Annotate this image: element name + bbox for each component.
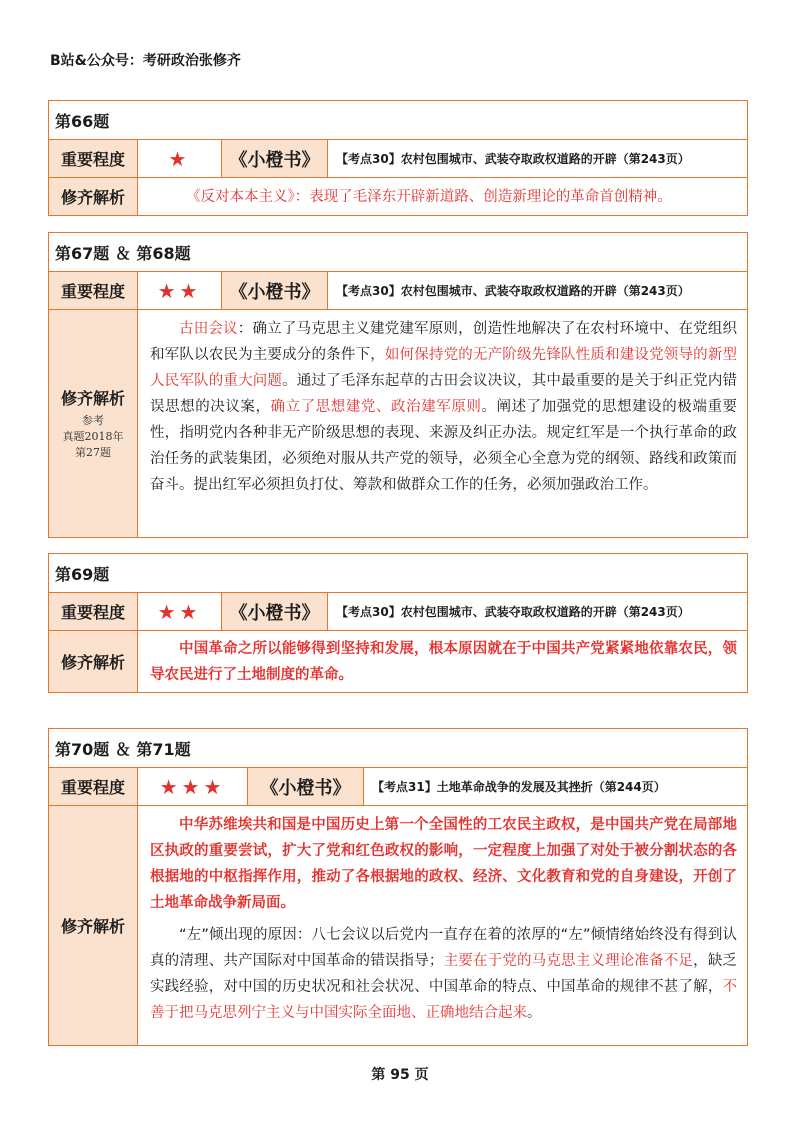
question-70-71-table (48, 728, 748, 1046)
knowledge-point: 【考点31】土地革命战争的发展及其挫折（第244页） (363, 768, 747, 805)
analysis-label: 修齐解析 (49, 178, 137, 215)
question-title: 第69题 (49, 554, 747, 592)
analysis-label-cell (49, 310, 137, 537)
highlight-text: 古田会议 (179, 321, 238, 337)
highlight-text: 中国革命之所以能够得到坚持和发展，根本原因就在于中国共产党紧紧地依靠农民，领导农民进行了土地制度的革命。 (150, 640, 737, 683)
question-title: 第70题 ＆ 第71题 (49, 729, 747, 767)
book-label: 《小橙书》 (221, 140, 327, 177)
reference-line: 真题2018年 (62, 430, 124, 443)
analysis-paragraph (150, 636, 737, 688)
book-label: 《小橙书》 (221, 593, 327, 630)
book-label: 《小橙书》 (221, 272, 327, 309)
importance-row (49, 139, 747, 177)
body-text: “左”倾出现的原因：八七会议以后党内一直存在着的浓厚的“左”倾情绪始终没有得到认真的清理、共产国际对中国革命的错误指导； (150, 927, 737, 969)
analysis-label: 修齐解析 (60, 389, 125, 408)
reference-line: 参考 (82, 414, 104, 427)
importance-row (49, 271, 747, 309)
importance-label: 重要程度 (49, 140, 137, 177)
importance-label: 重要程度 (49, 272, 137, 309)
highlight-text: 如何保持党的无产阶级先锋队性质和建设党领导的新型人民军队的重大问题 (150, 347, 738, 389)
analysis-text (137, 806, 747, 1045)
importance-row (49, 592, 747, 630)
importance-row (49, 767, 747, 805)
book-label: 《小橙书》 (247, 768, 363, 805)
highlight-text: 表现了毛泽东开辟新道路、创造新理论的革命首创精神。 (309, 188, 672, 205)
analysis-row (49, 805, 747, 1045)
question-title: 第67题 ＆ 第68题 (49, 233, 747, 271)
highlight-text: 主要在于党的马克思主义理论准备不足 (443, 953, 694, 969)
analysis-label: 修齐解析 (49, 631, 137, 692)
question-title: 第66题 (49, 101, 747, 139)
importance-label: 重要程度 (49, 593, 137, 630)
analysis-label: 修齐解析 (49, 806, 137, 1045)
analysis-paragraph (150, 922, 737, 1026)
question-67-68-table (48, 232, 748, 538)
highlight-text: 不善于把马克思列宁主义与中国实际全面地、正确地结合起来 (150, 979, 737, 1021)
knowledge-point: 【考点30】农村包围城市、武装夺取政权道路的开辟（第243页） (327, 272, 747, 309)
analysis-paragraph (150, 316, 737, 498)
body-text: ：确立了马克思主义建党建军原则，创造性地解决了在农村环境中、在党组织和军队以农民为主要成分的条件下， (150, 321, 738, 363)
importance-stars: ★★ (137, 593, 221, 630)
reference-note (63, 413, 124, 461)
reference-line: 第27题 (75, 446, 111, 459)
analysis-row (49, 630, 747, 692)
body-text: ，缺乏实践经验，对中国的历史状况和社会状况、中国革命的特点、中国革命的规律不甚了解， (150, 953, 738, 995)
analysis-text (137, 631, 747, 692)
analysis-text (137, 178, 747, 215)
page-header: B站&公众号：考研政治张修齐 (50, 53, 241, 69)
importance-stars: ★★★ (137, 768, 247, 805)
importance-stars: ★★ (137, 272, 221, 309)
analysis-row (49, 309, 747, 537)
analysis-text (137, 310, 747, 537)
question-69-table (48, 553, 748, 693)
body-text: 。 (527, 1005, 542, 1021)
knowledge-point: 【考点30】农村包围城市、武装夺取政权道路的开辟（第243页） (327, 593, 747, 630)
body-text: 。通过了毛泽东起草的古田会议决议，其中最重要的是关于纠正党内错误思想的决议案， (150, 373, 738, 415)
question-66-table (48, 100, 748, 216)
highlight-text: 确立了思想建党、政治建军原则 (270, 399, 482, 415)
importance-stars: ★ (137, 140, 221, 177)
knowledge-point: 【考点30】农村包围城市、武装夺取政权道路的开辟（第243页） (327, 140, 747, 177)
importance-label: 重要程度 (49, 768, 137, 805)
analysis-paragraph: 中华苏维埃共和国是中国历史上第一个全国性的工农民主政权，是中国共产党在局部地区执政的重要尝试，扩大了党和红色政权的影响，一定程度上加强了对处于被分割状态的各根据地的中枢指挥作用，推动了各根据地的政权、经济、文化教育和党的自身建设，开创了土地革命战争新局面。 (150, 817, 737, 911)
analysis-row (49, 177, 747, 215)
page-number: 第 95 页 (371, 1067, 429, 1083)
body-text: 。阐述了加强党的思想建设的极端重要性，指明党内各种非无产阶级思想的表现、来源及纠正办法。规定红军是一个执行革命的政治任务的武装集团，必须绝对服从共产党的领导，必须全心全意为党的纲领、路线和政策而奋斗。提出红军必须担负打仗、筹款和做群众工作的任务，必须加强政治工作。 (150, 399, 738, 493)
highlight-text: 《反对本本主义》： (186, 188, 310, 205)
